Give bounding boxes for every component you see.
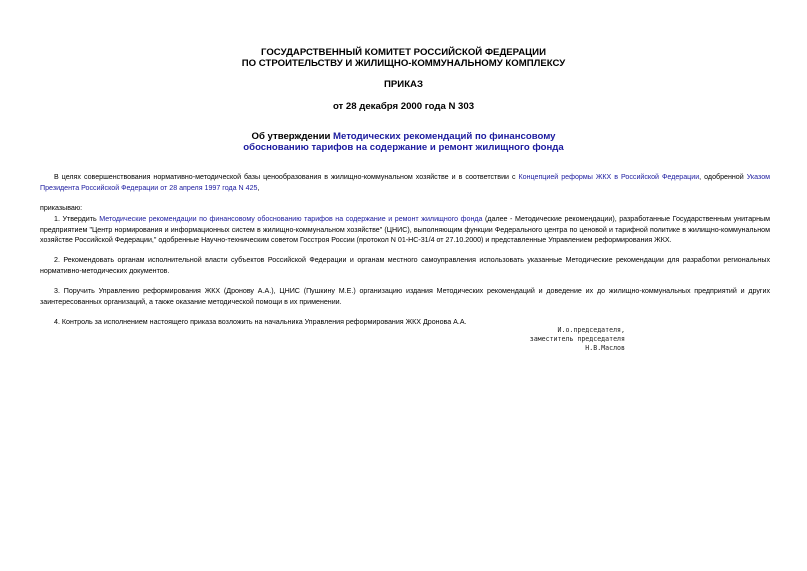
document-date-number: от 28 декабря 2000 года N 303 [332,101,475,112]
signature-name: Н.В.Маслов [585,344,625,352]
title-link-part-1[interactable]: Методических рекомендаций по финансовому [333,131,556,142]
decree-link[interactable]: Указом Президента Российской Федерации от 28 апреля 1997 года N 425 [40,173,771,192]
intro-paragraph [40,172,770,193]
item-1-text-2: (далее - Методические рекомендации), разработанные Государственным унитарным предприятием "Центр нормирования и информационных систем в жилищно-коммунальном хозяйстве" (ЦНИС), выполняющим функции Федерального центра по ценовой и тарифной политике в жилищно-коммунальном хозяйстве Российской Федерации," одобренные Научно-техническим советом Госстроя России (протокол N 01-НС-31/4 от 27.10.2000) и представленные Управлением реформирования ЖКХ. [40,215,770,245]
order-item-2: 2. Рекомендовать органам исполнительной власти субъектов Российской Федерации и органам местного самоуправления использовать указанные Методические рекомендации для разработки региональных нормативно-методических документов. [40,256,770,275]
intro-text-2: , одобренной [699,173,747,181]
document-title-line-1 [0,131,807,142]
order-item-1 [40,214,770,246]
intro-text-1: В целях совершенствования нормативно-методической базы ценообразования в жилищно-коммунальном хозяйстве и в соответствии с [54,173,519,181]
document-title-line-2 [0,142,807,153]
item-1-text-1: 1. Утвердить [54,215,100,223]
order-item-4: 4. Контроль за исполнением настоящего приказа возложить на начальника Управления реформирования ЖКХ Дронова А.А. [54,318,467,326]
concept-link[interactable]: Концепцией реформы ЖКХ в Российской Федерации [518,173,700,181]
order-item-3: 3. Поручить Управлению реформирования ЖКХ (Дронову А.А.), ЦНИС (Пушкину М.Е.) организацию издания Методических рекомендаций и доведение их до жилищно-коммунальных предприятий и других заинтересованных организаций, а также оказание методической помощи в их применении. [40,287,770,306]
document-type: ПРИКАЗ [384,79,423,90]
intro-text-3: , [257,183,260,192]
issuer-line-1: ГОСУДАРСТВЕННЫЙ КОМИТЕТ РОССИЙСКОЙ ФЕДЕРАЦИИ [261,47,546,58]
signature-line-2: заместитель председателя [529,335,625,343]
signature-line-1: И.о.председателя, [557,326,625,334]
recommendations-link[interactable]: Методические рекомендации по финансовому обоснованию тарифов на содержание и ремонт жилищного фонда [99,215,483,223]
title-link-part-2[interactable]: обоснованию тарифов на содержание и ремонт жилищного фонда [243,142,564,153]
title-prefix: Об утверждении [251,131,334,142]
order-word: приказываю: [40,204,83,212]
issuer-line-2: ПО СТРОИТЕЛЬСТВУ И ЖИЛИЩНО-КОММУНАЛЬНОМУ КОМПЛЕКСУ [241,58,566,69]
